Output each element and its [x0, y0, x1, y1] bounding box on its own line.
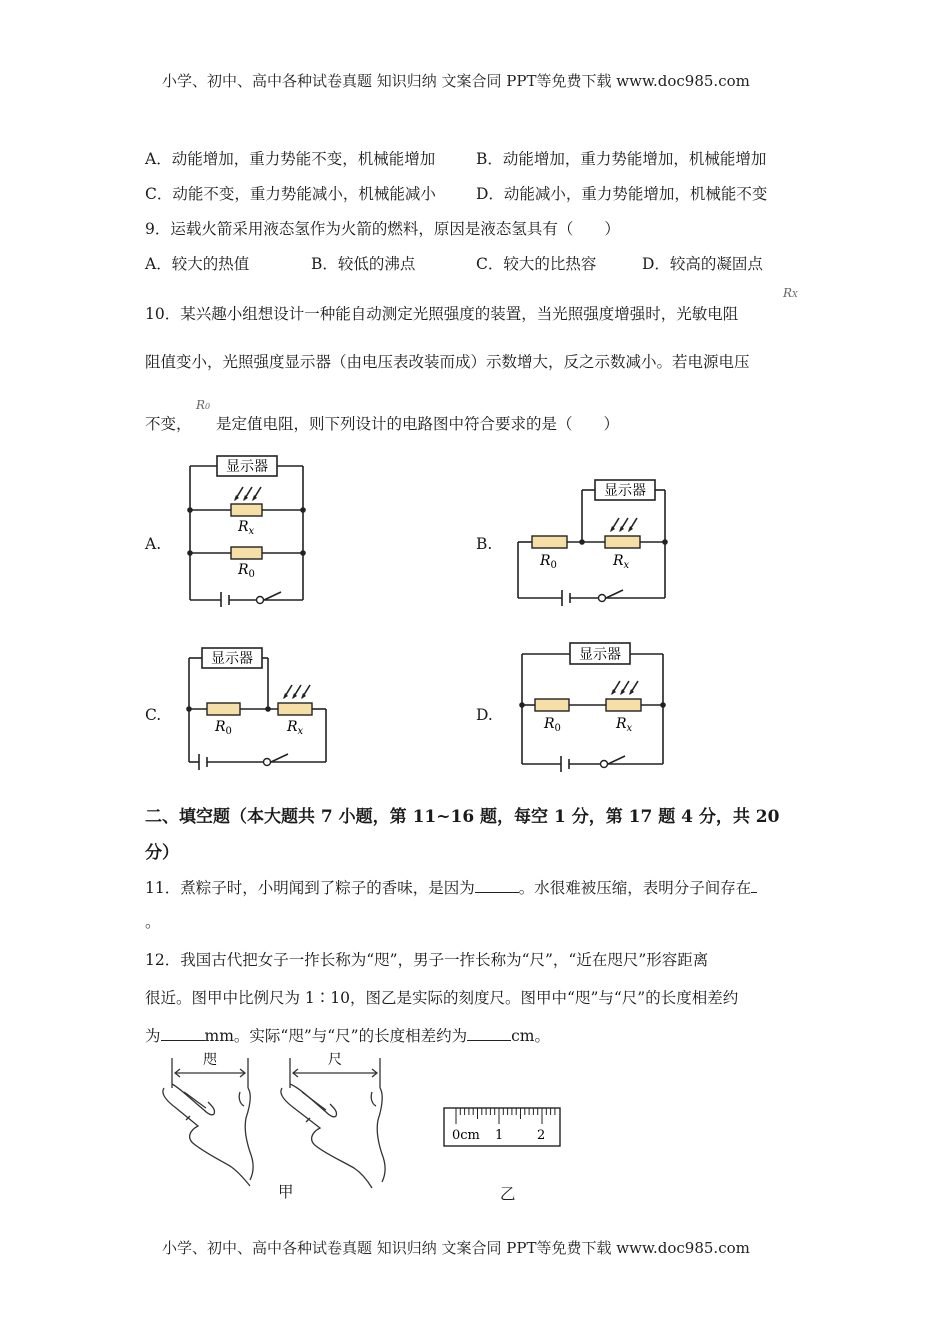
circuit-c-r0-label: $R_0$ [215, 719, 232, 737]
circuit-d-display: 显示器 [579, 647, 621, 663]
q12-line3: 为 mm。实际“咫”与“尺”的长度相差约为 cm。 [145, 1027, 550, 1045]
circuit-a-rx-label: $R_x$ [238, 519, 255, 537]
circuit-b-diagram [510, 474, 675, 610]
q9-option-a: A．较大的热值 [145, 255, 250, 273]
q8-option-c: C．动能不变，重力势能减小，机械能减小 [145, 185, 436, 203]
q10-line2: 阻值变小，光照强度显示器（由电压表改装而成）示数增大，反之示数减小。若电源电压 [145, 353, 750, 371]
circuit-c-diagram [180, 642, 340, 777]
figure-zhi-label: 咫 [203, 1052, 217, 1068]
q12-blank-1[interactable] [161, 1028, 205, 1041]
q10-line3b: 是定值电阻，则下列设计的电路图中符合要求的是（ ） [216, 415, 620, 433]
q12-blank-2[interactable] [467, 1028, 511, 1041]
circuit-d-rx-label: $R_x$ [616, 716, 633, 734]
circuit-b-label: B. [476, 535, 493, 553]
circuit-d-diagram [512, 638, 672, 778]
circuit-c-rx-label: $R_x$ [287, 719, 304, 737]
ruler-label-2: 2 [537, 1128, 546, 1143]
figure-yi-caption: 乙 [500, 1185, 516, 1203]
figure-chi-label: 尺 [328, 1052, 342, 1068]
circuit-b-display: 显示器 [604, 483, 646, 499]
circuit-c-display: 显示器 [211, 651, 253, 667]
q11-blank-1[interactable] [475, 880, 519, 893]
q10-r0-symbol: R0 [196, 398, 211, 412]
q8-option-a: A．动能增加，重力势能不变，机械能增加 [145, 150, 436, 168]
page-footer: 小学、初中、高中各种试卷真题 知识归纳 文案合同 PPT等免费下载 www.doc985.com [162, 1239, 750, 1257]
circuit-c-label: C. [145, 706, 162, 724]
circuit-d-r0-label: $R_0$ [544, 716, 561, 734]
circuit-b-r0-label: $R_0$ [540, 553, 557, 571]
q8-option-d: D．动能减小，重力势能增加，机械能不变 [476, 185, 768, 203]
circuit-a-r0-label: $R_0$ [238, 562, 255, 580]
q12-line2: 很近。图甲中比例尺为 1∶10，图乙是实际的刻度尺。图甲中“咫”与“尺”的长度相差约 [145, 989, 739, 1007]
section-2-title-line1: 二、填空题（本大题共 7 小题，第 11~16 题，每空 1 分，第 17 题 4 分，共 20 [145, 807, 780, 827]
q11-end: 。 [145, 913, 161, 931]
q11-line: 11．煮粽子时，小明闻到了粽子的香味，是因为 。水很难被压缩，表明分子间存在 [145, 876, 757, 898]
q10-line1: 10．某兴趣小组想设计一种能自动测定光照强度的装置，当光照强度增强时，光敏电阻 [145, 305, 739, 323]
circuit-d-label: D. [476, 706, 493, 724]
figure-yi-ruler [442, 1106, 564, 1150]
section-2-title-line2: 分） [145, 843, 179, 863]
q10-line3a: 不变， [145, 415, 192, 433]
circuit-a-diagram [180, 452, 320, 607]
figure-jia-caption: 甲 [278, 1183, 294, 1201]
q9-option-b: B．较低的沸点 [311, 255, 416, 273]
q8-option-b: B．动能增加，重力势能增加，机械能增加 [476, 150, 767, 168]
circuit-b-rx-label: $R_x$ [613, 553, 630, 571]
q10-rx-symbol: RX [783, 286, 798, 300]
ruler-label-1: 1 [495, 1128, 504, 1143]
circuit-a-display: 显示器 [226, 459, 268, 475]
q11-blank-2[interactable] [751, 880, 757, 893]
ruler-label-0: 0cm [452, 1128, 480, 1143]
q12-line1: 12．我国古代把女子一拃长称为“咫”，男子一拃长称为“尺”，“近在咫尺”形容距离 [145, 951, 709, 969]
q9-stem: 9．运载火箭采用液态氢作为火箭的燃料，原因是液态氢具有（ ） [145, 220, 620, 238]
circuit-a-label: A. [145, 535, 162, 553]
q9-option-c: C．较大的比热容 [476, 255, 597, 273]
page-header: 小学、初中、高中各种试卷真题 知识归纳 文案合同 PPT等免费下载 www.doc985.com [162, 72, 750, 90]
q9-option-d: D．较高的凝固点 [642, 255, 763, 273]
